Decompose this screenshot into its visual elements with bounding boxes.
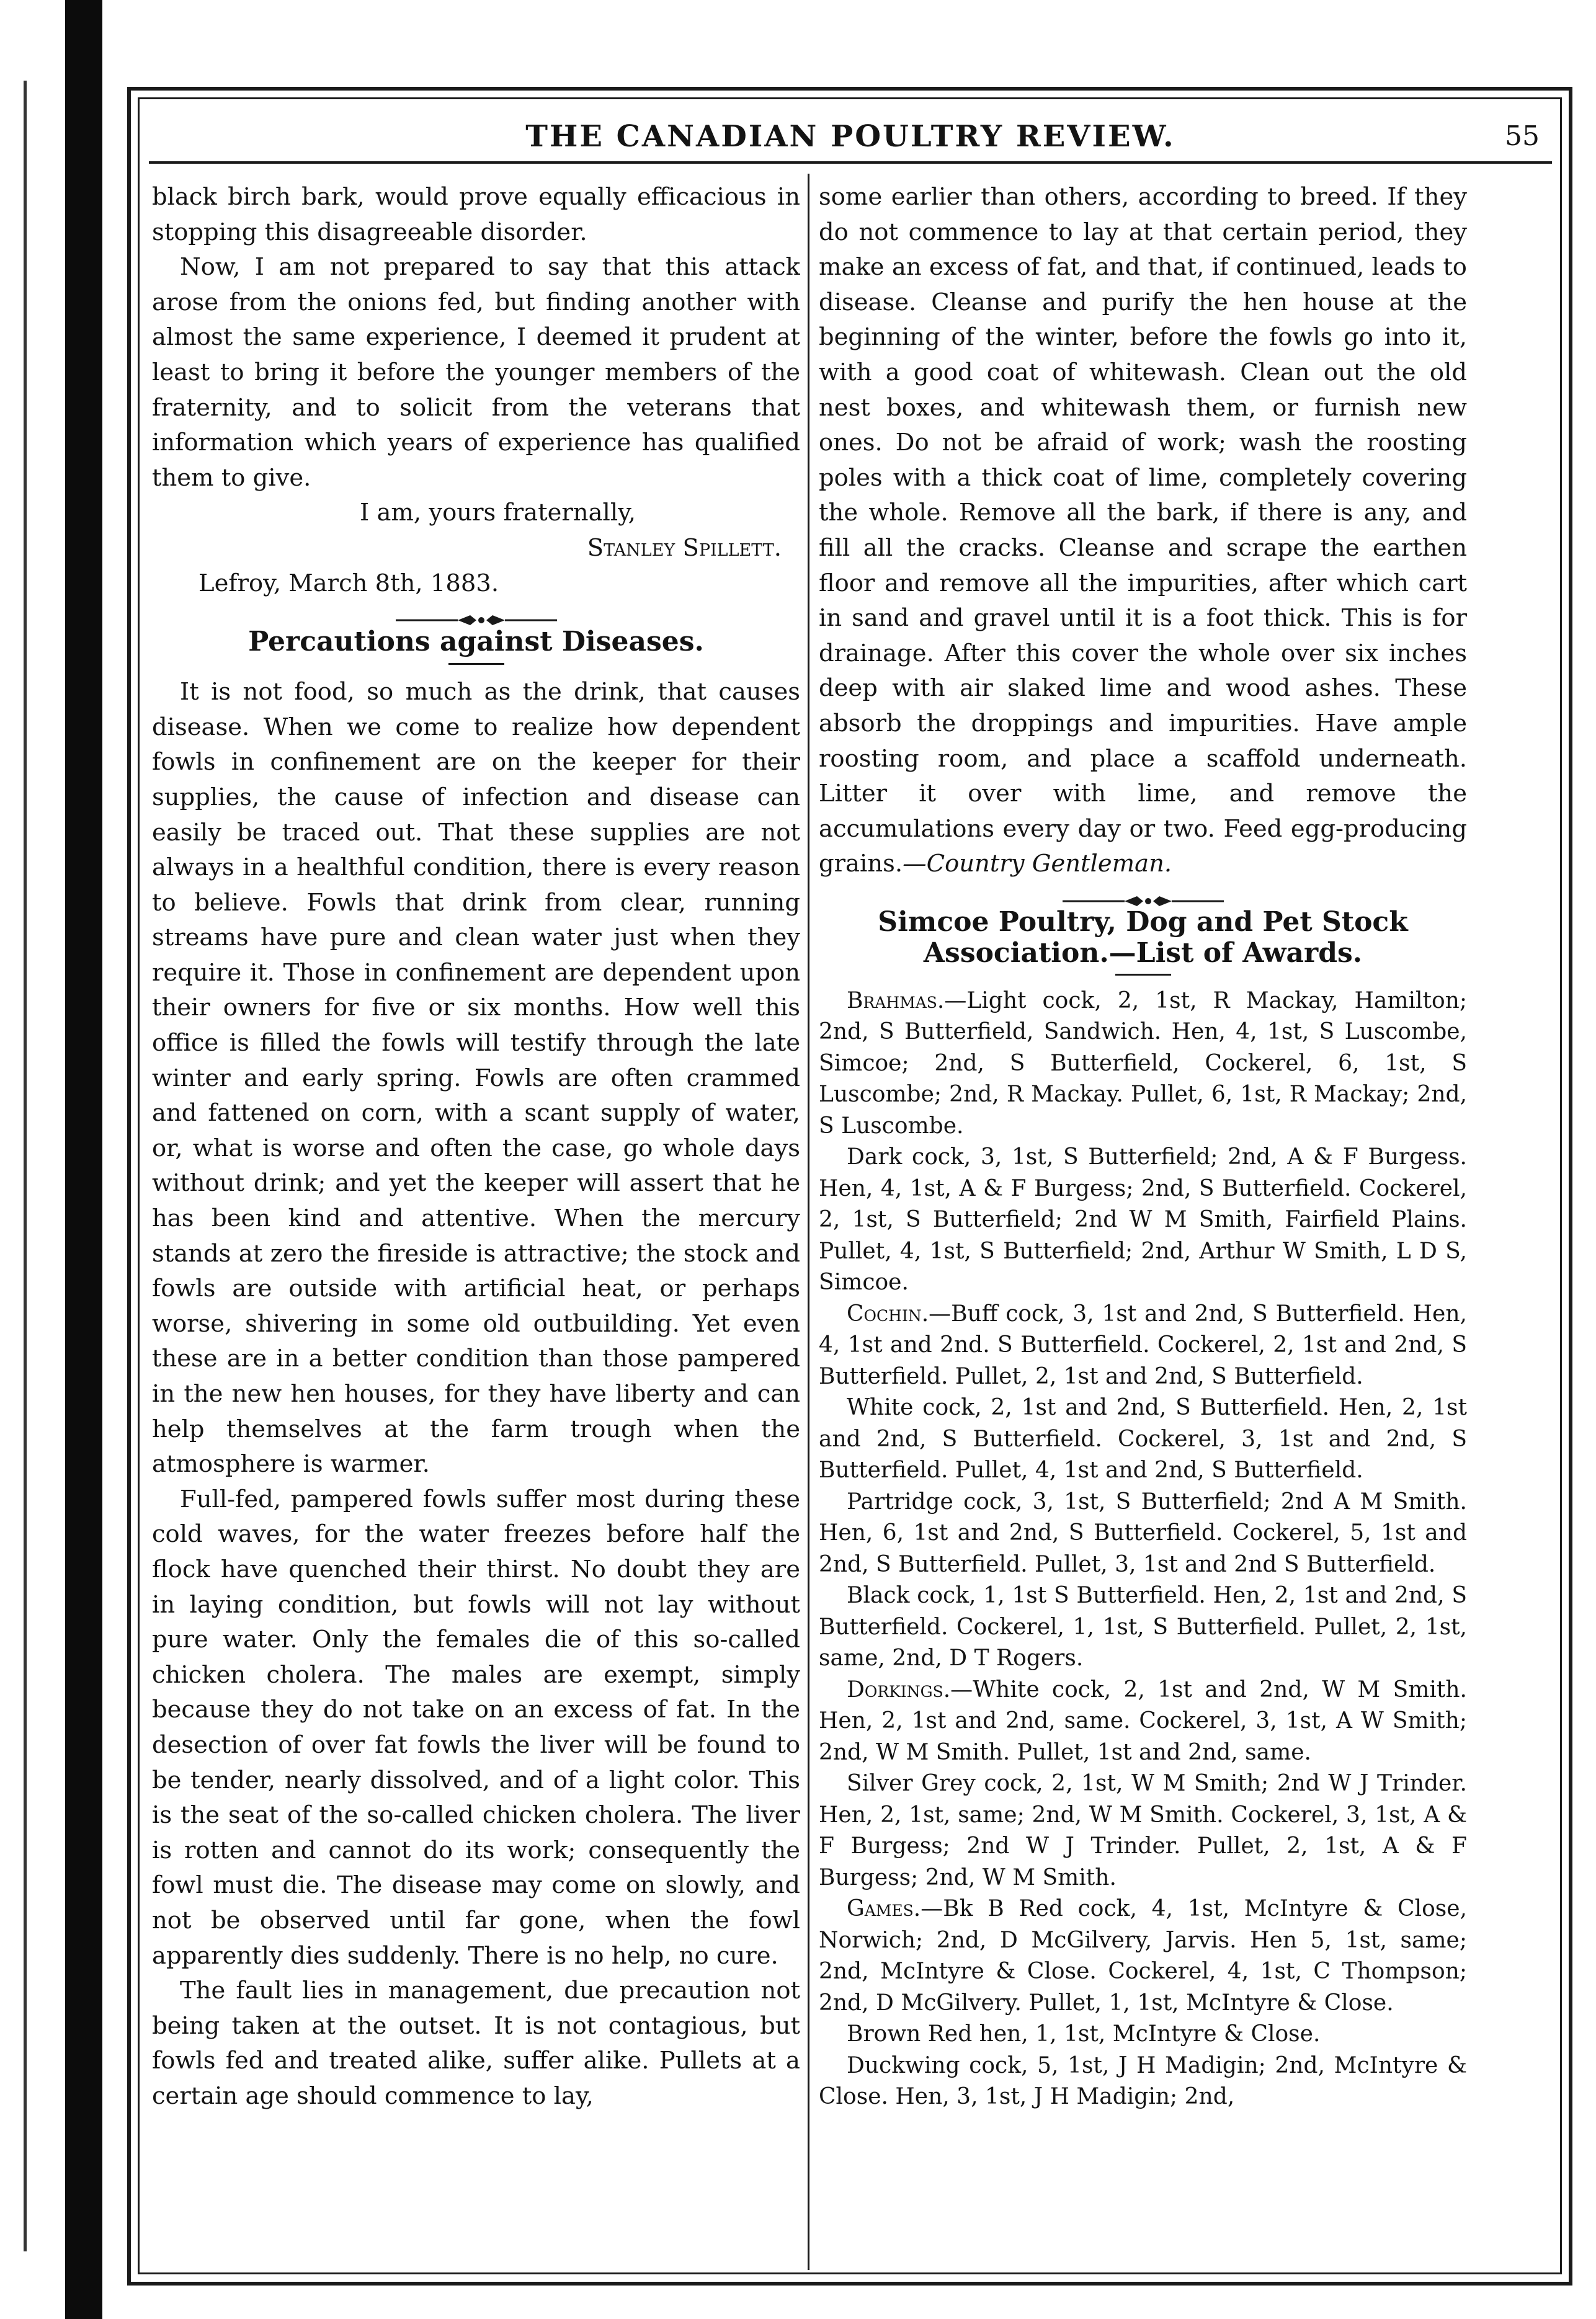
award-text: Black cock, 1, 1st S Butterfield. Hen, 2, 1st and 2nd, S Butterfield. Cockerel, 1, 1st, S Butterfield. Pullet, 2, 1st, same, 2nd, D T Rogers. [819,1583,1467,1671]
award-text: Brown Red hen, 1, 1st, McIntyre & Close. [847,2021,1321,2047]
award-text: Dark cock, 3, 1st, S Butterfield; 2nd, A & F Burgess. Hen, 4, 1st, A & F Burgess; 2nd, S Butterfield. Cockerel, 2, 1st, S Butterfield; 2nd W M Smith, Fairfield Plains. Pullet, 4, 1st, S Butterfield; 2nd, Arthur W Smith, L D S, Simcoe. [819,1144,1467,1296]
letter-signature: Stanley Spillett. [587,533,782,562]
award-entry [819,2019,1467,2050]
left-column [152,180,800,2258]
column-rule [808,174,809,2270]
right-column [819,180,1467,2258]
award-text: White cock, 2, 1st and 2nd, S Butterfield. Hen, 2, 1st and 2nd, S Butterfield. Cockerel, 3, 1st and 2nd, S Butterfield. Pullet, 4, 1st and 2nd, S Butterfield. [819,1395,1467,1484]
award-text: —White cock, 2, 1st and 2nd, W M Smith. Hen, 2, 1st and 2nd, same. Cockerel, 3, 1st, A W Smith; 2nd, W M Smith. Pullet, 1st and 2nd, same. [819,1676,1467,1765]
letter-paragraph: Now, I am not prepared to say that this attack arose from the onions fed, but finding another with almost the same experience, I deemed it prudent at least to bring it before the younger members of the fraternity, and to solicit from the veterans that information which years of experience has qualified them to give. [152,253,800,492]
title-rule [1115,974,1171,976]
award-text: —Buff cock, 3, 1st and 2nd, S Butterfield. Hen, 4, 1st and 2nd. S Butterfield. Cockerel, 2, 1st and 2nd, S Butterfield. Pullet, 2, 1st and 2nd, S Butterfield. [819,1301,1467,1389]
page-number: 55 [1505,120,1540,152]
ornament-separator [152,605,800,623]
award-entry [819,1580,1467,1675]
scan-gutter-line [24,81,27,2251]
award-entry [819,1299,1467,1393]
award-text: Partridge cock, 3, 1st, S Butterfield; 2nd A M Smith. Hen, 6, 1st and 2nd, S Butterfield. Cockerel, 5, 1st and 2nd, S Butterfield. Pullet, 3, 1st and 2nd S Butterfield. [819,1489,1467,1577]
letter-signoff: I am, yours fraternally, [360,499,636,527]
awards-list [819,986,1467,2113]
awards-title: Simcoe Poultry, Dog and Pet Stock Association.—List of Awards. [878,906,1408,969]
award-entry [819,1894,1467,2019]
award-entry [819,986,1467,1142]
award-breed: Games. [847,1896,921,1922]
scan-gutter-bar [65,0,102,2319]
ornament-separator [819,886,1467,904]
article-paragraph: It is not food, so much as the drink, that causes disease. When we come to realize how dependent fowls in confinement are on the keeper for their supplies, the cause of infection and disease can easily be traced out. That these supplies are not always in a healthful condition, there is every reason to believe. Fowls that drink from clear, running streams have pure and clean water just when they require it. Those in confinement are dependent upon their owners for five or six months. How well this office is filled the fowls will testify through the late winter and early spring. Fowls are often crammed and fattened on corn, with a scant supply of water, or, what is worse and often the case, go whole days without drink; and yet the keeper will assert that he has been kind and attentive. When the mercury stands at zero the fireside is attractive; the stock and fowls are outside with artificial heat, or perhaps worse, shivering in some old outbuilding. Yet even these are in a better condition than those pampered in the new hen houses, for they have liberty and can help themselves at the farm trough when the atmosphere is warmer. [152,678,800,1479]
award-text: Duckwing cock, 5, 1st, J H Madigin; 2nd, McIntyre & Close. Hen, 3, 1st, J H Madigin; 2nd, [819,2052,1467,2110]
award-text: —Light cock, 2, 1st, R Mackay, Hamilton; 2nd, S Butterfield, Sandwich. Hen, 4, 1st, S Luscombe, Simcoe; 2nd, S Butterfield, Cockerel, 6, 1st, S Luscombe; 2nd, R Mackay. Pullet, 6, 1st, R Mackay; 2nd, S Luscombe. [819,987,1467,1139]
article-source: —Country Gentleman. [903,850,1172,878]
award-entry [819,1392,1467,1487]
letter-place-date: Lefroy, March 8th, 1883. [198,569,499,597]
article-continuation [819,180,1467,882]
award-entry [819,1675,1467,1769]
award-breed: Brahmas. [847,987,945,1013]
article-paragraph: Full-fed, pampered fowls suffer most during these cold waves, for the water freezes before half the flock have quenched their thirst. No doubt they are in laying condition, but fowls will not lay without pure water. Only the females die of this so-called chicken cholera. The males are exempt, simply because they do not take on an excess of fat. In the desection of over fat fowls the liver will be found to be tender, nearly dissolved, and of a light color. This is the seat of the so-called chicken cholera. The liver is rotten and cannot do its work; consequently the fowl must die. The disease may come on slowly, and not be observed until far gone, when the fowl apparently dies suddenly. There is no help, no cure. [152,1485,800,1970]
award-breed: Dorkings. [847,1676,951,1703]
award-entry [819,1487,1467,1581]
running-title: THE CANADIAN POULTRY REVIEW. [525,119,1175,154]
award-breed: Cochin. [847,1301,929,1327]
award-text: —Bk B Red cock, 4, 1st, McIntyre & Close, Norwich; 2nd, D McGilvery, Jarvis. Hen 5, 1st, same; 2nd, McIntyre & Close. Cockerel, 4, 1st, C Thompson; 2nd, D McGilvery. Pullet, 1, 1st, McIntyre & Close. [819,1896,1467,2016]
page-header [149,112,1552,164]
title-rule [448,663,504,665]
letter-paragraph: black birch bark, would prove equally efficacious in stopping this disagreeable disorder. [152,183,800,246]
award-entry [819,1768,1467,1894]
award-entry [819,2050,1467,2113]
article-title: Percautions against Diseases. [248,626,704,658]
award-text: Silver Grey cock, 2, 1st, W M Smith; 2nd W J Trinder. Hen, 2, 1st, same; 2nd, W M Smith. Cockerel, 3, 1st, A & F Burgess; 2nd W J Trinder. Pullet, 2, 1st, A & F Burgess; 2nd, W M Smith. [819,1771,1467,1890]
continuation-text: some earlier than others, according to breed. If they do not commence to lay at that certain period, they make an excess of fat, and that, if continued, leads to disease. Cleanse and purify the hen house at the beginning of the winter, before the fowls go into it, with a good coat of whitewash. Clean out the old nest boxes, and whitewash them, or furnish new ones. Do not be afraid of work; wash the roosting poles with a thick coat of lime, completely covering the whole. Remove all the bark, if there is any, and fill all the cracks. Cleanse and scrape the earthen floor and remove all the impurities, after which cart in sand and gravel until it is a foot thick. This is for drainage. After this cover the whole over six inches deep with air slaked lime and wood ashes. These absorb the droppings and impurities. Have ample roosting room, and place a scaffold underneath. Litter it over with lime, and remove the accumulations every day or two. Feed egg-producing grains. [819,183,1467,878]
award-entry [819,1142,1467,1299]
article-paragraph: The fault lies in management, due precaution not being taken at the outset. It is not contagious, but fowls fed and treated alike, suffer alike. Pullets at a certain age should commence to lay, [152,1977,800,2110]
